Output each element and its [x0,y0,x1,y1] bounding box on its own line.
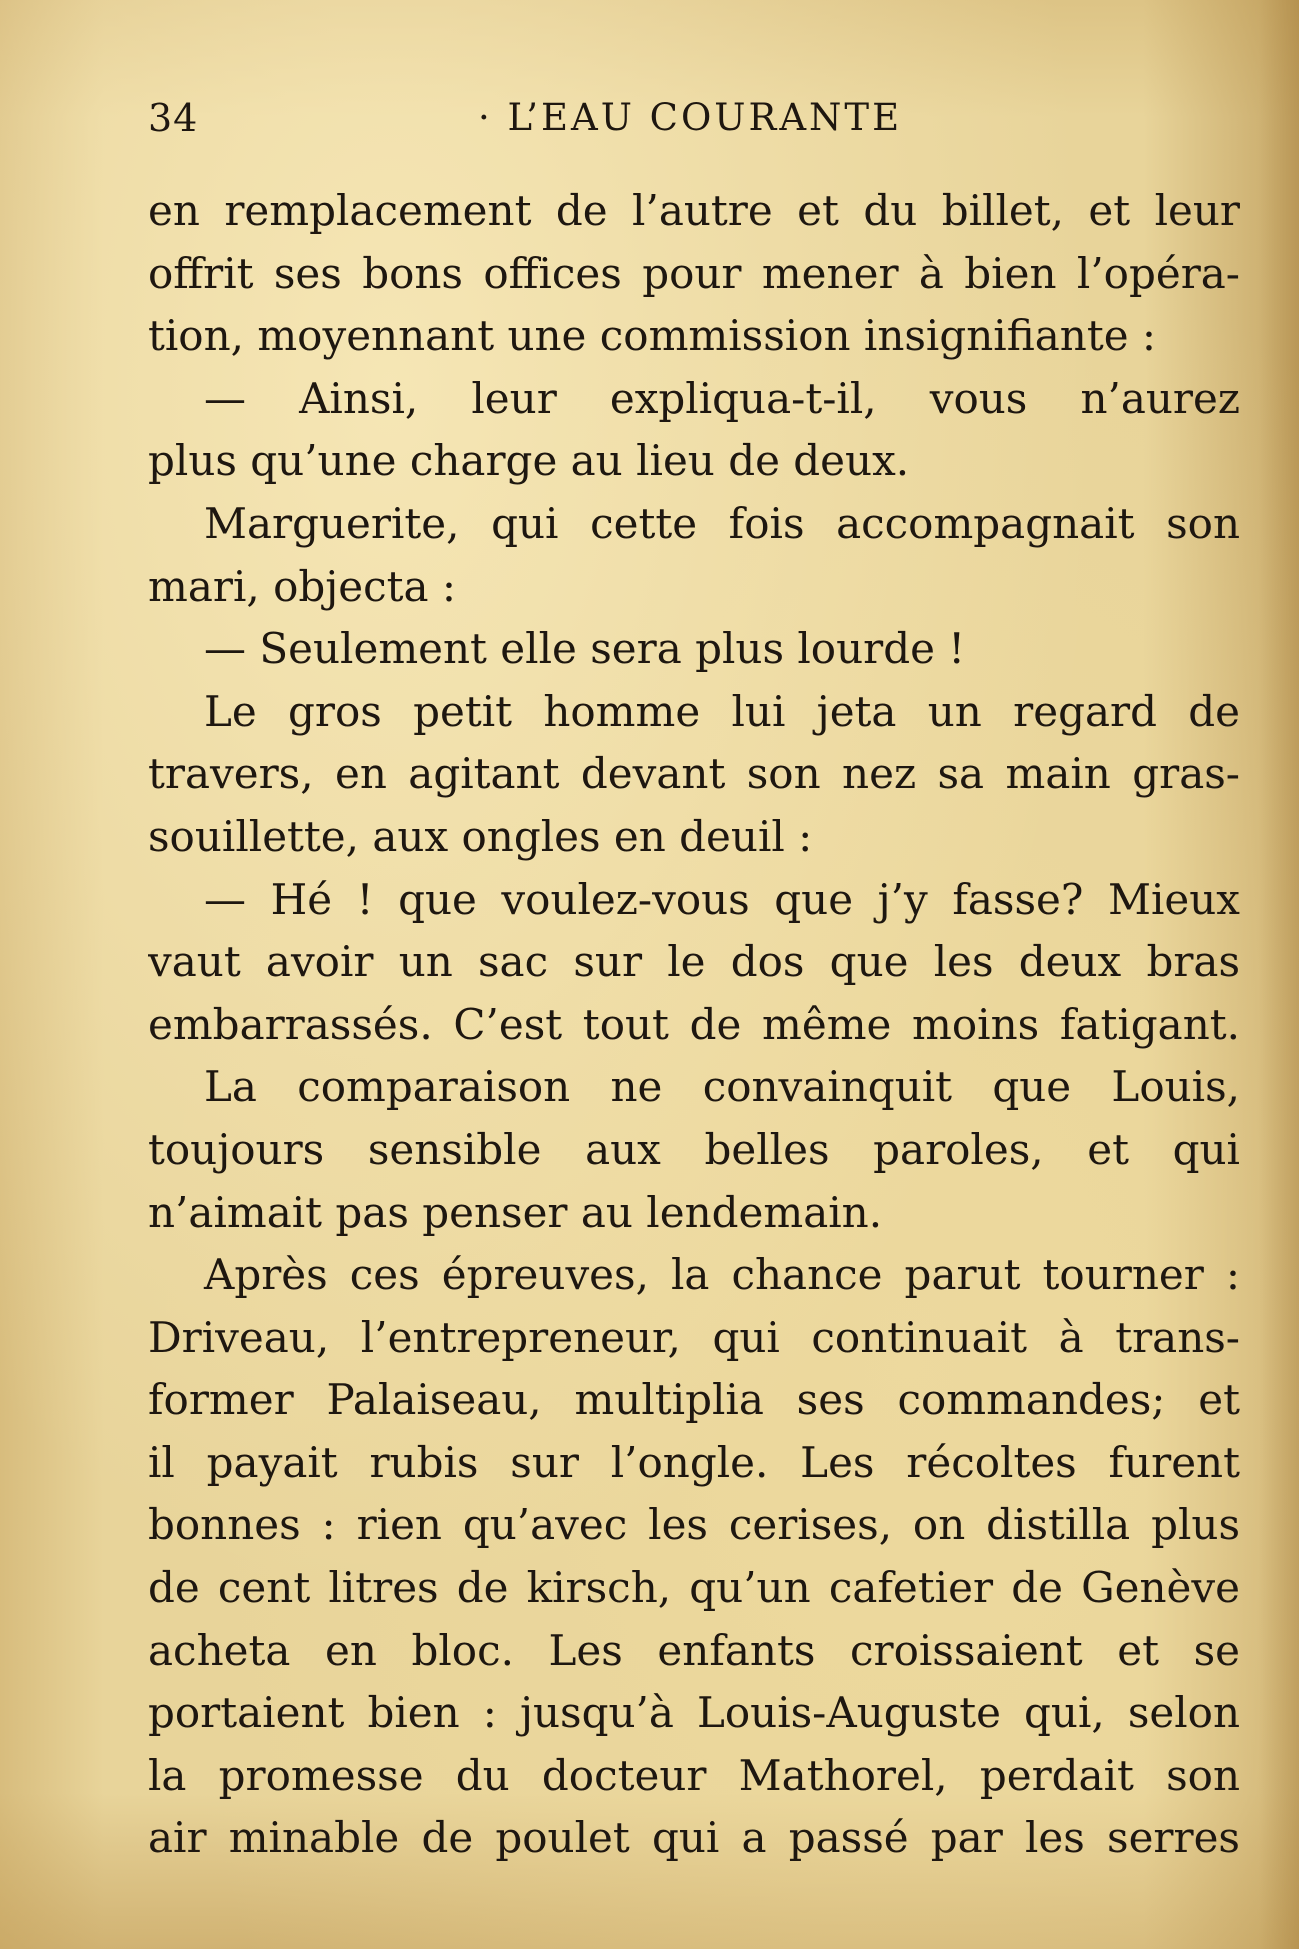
text-line: portaient bien : jusqu’à Louis-Auguste qui, selon [148,1688,1240,1738]
text-line: bonnes : rien qu’avec les cerises, on distilla plus [148,1500,1240,1550]
text-line: n’aimait pas penser au lendemain. [148,1187,883,1237]
text-line: Marguerite, qui cette fois accompagnait son [204,498,1240,548]
text-line: en remplacement de l’autre et du billet, et leur [148,186,1240,235]
page-fold-shadow [1259,0,1299,1949]
text-line: embarrassés. C’est tout de même moins fatigant. [148,999,1240,1049]
text-line: tion, moyennant une commission insignifiante : [148,311,1157,361]
text-line: mari, objecta : [148,561,457,611]
text-line: vaut avoir un sac sur le dos que les deux bras [148,937,1240,987]
text-line: — Seulement elle sera plus lourde ! [204,624,966,674]
text-line: Driveau, l’entrepreneur, qui continuait à trans- [148,1312,1240,1362]
text-line: de cent litres de kirsch, qu’un cafetier de Genève [148,1563,1240,1613]
text-line: offrit ses bons offices pour mener à bien l’opéra- [148,248,1240,298]
text-line: acheta en bloc. Les enfants croissaient et se [148,1625,1240,1675]
text-line: Après ces épreuves, la chance parut tourner : [204,1250,1240,1300]
text-line: La comparaison ne convainquit que Louis, [204,1062,1240,1112]
text-line: — Ainsi, leur expliqua-t-il, vous n’aurez [204,373,1240,423]
text-line: travers, en agitant devant son nez sa main gras- [148,749,1240,799]
page-header [148,96,1238,146]
text-line: plus qu’une charge au lieu de deux. [148,436,910,486]
text-line: air minable de poulet qui a passé par les serres [148,1813,1240,1863]
text-line: Le gros petit homme lui jeta un regard de [204,686,1240,736]
text-line: former Palaiseau, multiplia ses commandes; et [148,1375,1240,1425]
body-text [148,180,1240,1870]
text-line: la promesse du docteur Mathorel, perdait son [148,1750,1240,1800]
text-line: — Hé ! que voulez-vous que j’y fasse? Mieux [204,874,1240,924]
text-line: souillette, aux ongles en deuil : [148,811,813,861]
text-line: toujours sensible aux belles paroles, et qui [148,1124,1240,1174]
running-title: · L’EAU COURANTE [478,96,903,139]
page-number: 34 [148,96,199,140]
text-line: il payait rubis sur l’ongle. Les récoltes furent [148,1437,1240,1487]
